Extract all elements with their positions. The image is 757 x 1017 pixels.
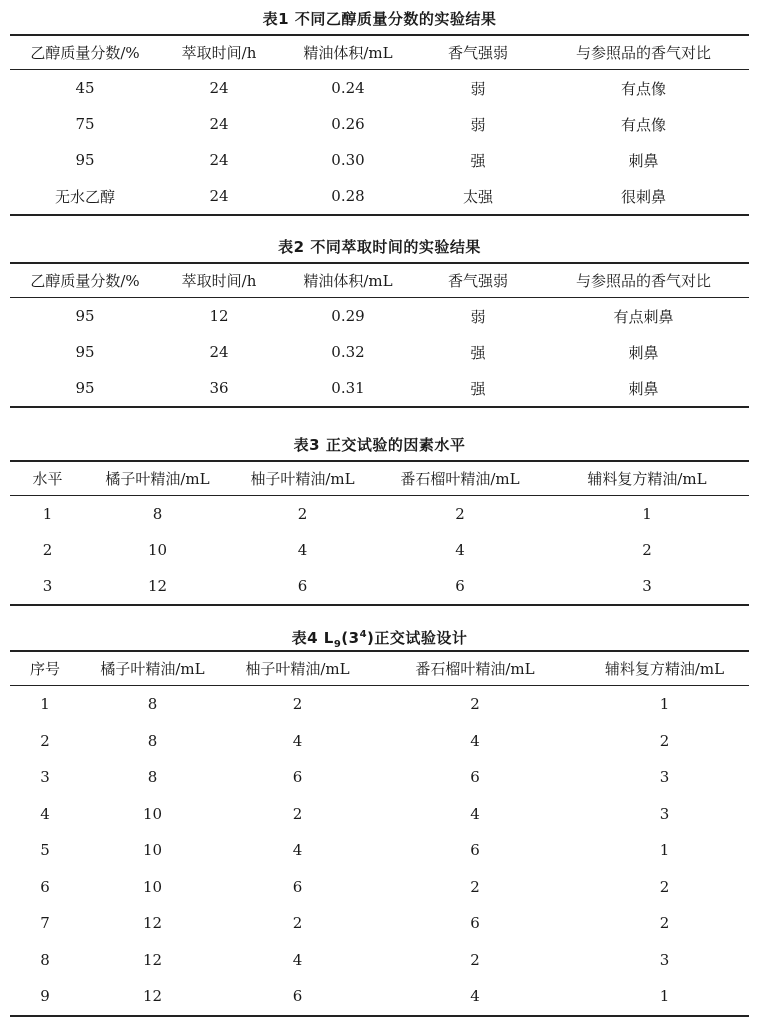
table-cell: 12 <box>209 307 229 325</box>
table-4-caption <box>10 620 749 650</box>
table-row <box>10 178 749 215</box>
table-cell: 6 <box>292 877 303 896</box>
table-cell: 24 <box>209 79 229 97</box>
table-row <box>10 759 749 796</box>
table-cell: 2 <box>659 731 670 750</box>
table-cell: 1 <box>659 841 670 860</box>
table-cell: 6 <box>292 768 303 787</box>
table-4-header-cell: 橘子叶精油/mL <box>100 660 205 678</box>
table-3-caption: 表3 正交试验的因素水平 <box>293 436 466 454</box>
table-cell: 4 <box>455 541 465 559</box>
table-3-header-cell: 辅料复方精油/mL <box>587 470 707 488</box>
table-4-caption-suffix: )正交试验设计 <box>367 629 468 647</box>
table-cell: 1 <box>42 505 53 523</box>
table-cell: 24 <box>209 343 229 361</box>
table-cell: 2 <box>292 695 303 714</box>
table-cell: 10 <box>142 841 163 860</box>
table-cell: 1 <box>40 695 50 714</box>
table-cell: 2 <box>470 877 480 896</box>
table-cell: 7 <box>40 914 50 933</box>
table-cell: 1 <box>642 505 652 523</box>
table-3-header-cell: 番石榴叶精油/mL <box>400 470 520 488</box>
table-row <box>10 532 749 568</box>
table-2-header-cell: 萃取时间/h <box>181 272 257 290</box>
table-cell: 强 <box>470 343 486 362</box>
table-row <box>10 832 749 869</box>
table-cell: 10 <box>142 877 163 896</box>
table-1-grid <box>10 34 749 216</box>
table-4-caption-mid: (3 <box>341 629 360 647</box>
table-cell: 0.26 <box>331 115 365 133</box>
table-1-caption: 表1 不同乙醇质量分数的实验结果 <box>262 10 497 28</box>
table-cell: 24 <box>209 187 229 205</box>
table-2-header-cell: 精油体积/mL <box>303 272 393 290</box>
table-cell: 太强 <box>462 187 493 206</box>
table-cell: 刺鼻 <box>628 343 659 362</box>
table-1-header-cell: 精油体积/mL <box>303 44 393 62</box>
table-cell: 10 <box>147 541 168 559</box>
table-row <box>10 978 749 1016</box>
table-2-caption: 表2 不同萃取时间的实验结果 <box>278 238 481 256</box>
table-cell: 有点像 <box>620 79 666 98</box>
table-1-header-cell: 与参照品的香气对比 <box>575 44 711 62</box>
table-cell: 3 <box>40 768 50 787</box>
table-cell: 4 <box>292 841 303 860</box>
table-cell: 24 <box>209 151 229 169</box>
table-4-header-cell: 柚子叶精油/mL <box>245 660 350 678</box>
table-4-header-cell: 辅料复方精油/mL <box>604 660 725 678</box>
table-1 <box>10 4 749 216</box>
table-cell: 有点像 <box>620 115 666 134</box>
table-row <box>10 796 749 833</box>
table-cell: 9 <box>40 987 50 1006</box>
table-row <box>10 723 749 760</box>
table-cell: 弱 <box>470 79 486 98</box>
table-row <box>10 496 749 533</box>
table-cell: 3 <box>659 950 670 969</box>
table-cell: 无水乙醇 <box>54 187 115 206</box>
table-cell: 3 <box>659 768 670 787</box>
table-1-header-row <box>10 35 749 70</box>
table-cell: 2 <box>292 804 303 823</box>
table-cell: 4 <box>40 804 50 823</box>
table-cell: 8 <box>40 950 50 969</box>
table-cell: 0.30 <box>331 151 365 169</box>
table-cell: 3 <box>642 577 652 595</box>
table-cell: 12 <box>142 914 163 933</box>
table-4-header-cell: 序号 <box>29 660 60 678</box>
table-1-header-cell: 乙醇质量分数/% <box>30 44 140 62</box>
table-2-header-cell: 与参照品的香气对比 <box>575 272 711 290</box>
table-4-header-row <box>10 651 749 686</box>
table-cell: 2 <box>470 695 480 714</box>
table-cell: 1 <box>659 695 670 714</box>
table-cell: 95 <box>75 307 95 325</box>
table-cell: 8 <box>152 505 163 523</box>
table-cell: 2 <box>659 877 670 896</box>
table-cell: 2 <box>659 914 670 933</box>
table-2-header-row <box>10 263 749 298</box>
table-cell: 3 <box>42 577 53 595</box>
table-4-grid <box>10 650 749 1017</box>
table-2-header-cell: 乙醇质量分数/% <box>30 272 140 290</box>
table-2 <box>10 232 749 408</box>
table-row <box>10 568 749 605</box>
table-cell: 6 <box>470 914 480 933</box>
table-4-caption-superscript: 4 <box>359 629 368 640</box>
table-cell: 0.32 <box>331 343 365 361</box>
table-2-header-cell: 香气强弱 <box>447 272 508 290</box>
table-cell: 2 <box>297 505 308 523</box>
table-cell: 2 <box>40 731 50 750</box>
table-2-grid <box>10 262 749 408</box>
table-cell: 4 <box>292 731 303 750</box>
table-row <box>10 869 749 906</box>
table-cell: 45 <box>75 79 95 97</box>
table-cell: 6 <box>292 987 303 1006</box>
table-cell: 4 <box>470 804 480 823</box>
table-cell: 0.28 <box>331 187 365 205</box>
table-4-caption-prefix: 表4 L <box>291 629 334 647</box>
table-cell: 8 <box>147 768 158 787</box>
table-row <box>10 686 749 723</box>
table-row <box>10 905 749 942</box>
table-4-caption-subscript: 9 <box>333 639 342 650</box>
table-cell: 6 <box>40 877 50 896</box>
table-cell: 95 <box>75 151 95 169</box>
table-cell: 75 <box>75 115 95 133</box>
table-cell: 2 <box>42 541 53 559</box>
table-cell: 2 <box>455 505 465 523</box>
table-1-header-cell: 萃取时间/h <box>181 44 257 62</box>
table-cell: 4 <box>470 987 480 1006</box>
table-4 <box>10 620 749 1017</box>
table-cell: 36 <box>209 379 229 397</box>
table-cell: 6 <box>455 577 465 595</box>
table-3-header-row <box>10 461 749 496</box>
table-cell: 强 <box>470 379 486 398</box>
table-row <box>10 106 749 142</box>
table-cell: 10 <box>142 804 163 823</box>
table-cell: 3 <box>659 804 670 823</box>
table-cell: 6 <box>470 768 480 787</box>
table-row <box>10 298 749 335</box>
table-cell: 6 <box>470 841 480 860</box>
table-3-header-cell: 水平 <box>32 470 63 488</box>
table-cell: 刺鼻 <box>628 151 659 170</box>
table-cell: 强 <box>470 151 486 170</box>
table-cell: 2 <box>642 541 652 559</box>
table-cell: 12 <box>142 987 163 1006</box>
table-cell: 8 <box>147 695 158 714</box>
table-cell: 刺鼻 <box>628 379 659 398</box>
table-3-header-cell: 柚子叶精油/mL <box>250 470 355 488</box>
table-cell: 4 <box>297 541 308 559</box>
table-cell: 6 <box>297 577 308 595</box>
table-cell: 0.29 <box>331 307 365 325</box>
table-cell: 2 <box>470 950 480 969</box>
table-cell: 有点刺鼻 <box>613 307 674 326</box>
table-1-header-cell: 香气强弱 <box>447 44 508 62</box>
table-cell: 0.24 <box>331 79 365 97</box>
table-cell: 弱 <box>470 115 486 134</box>
table-row <box>10 334 749 370</box>
table-cell: 12 <box>147 577 168 595</box>
table-cell: 0.31 <box>331 379 365 397</box>
table-cell: 8 <box>147 731 158 750</box>
table-cell: 很刺鼻 <box>620 187 666 206</box>
table-cell: 4 <box>292 950 303 969</box>
table-cell: 12 <box>142 950 163 969</box>
table-3-header-cell: 橘子叶精油/mL <box>105 470 210 488</box>
table-cell: 4 <box>470 731 480 750</box>
table-row <box>10 370 749 407</box>
table-3-grid <box>10 460 749 606</box>
table-4-header-cell: 番石榴叶精油/mL <box>415 660 535 678</box>
table-cell: 5 <box>40 841 50 860</box>
table-cell: 95 <box>75 343 95 361</box>
table-cell: 1 <box>659 987 670 1006</box>
table-3 <box>10 430 749 606</box>
table-cell: 2 <box>292 914 303 933</box>
table-row <box>10 142 749 178</box>
table-row <box>10 70 749 107</box>
table-row <box>10 942 749 979</box>
table-cell: 弱 <box>470 307 486 326</box>
table-cell: 95 <box>75 379 95 397</box>
table-cell: 24 <box>209 115 229 133</box>
